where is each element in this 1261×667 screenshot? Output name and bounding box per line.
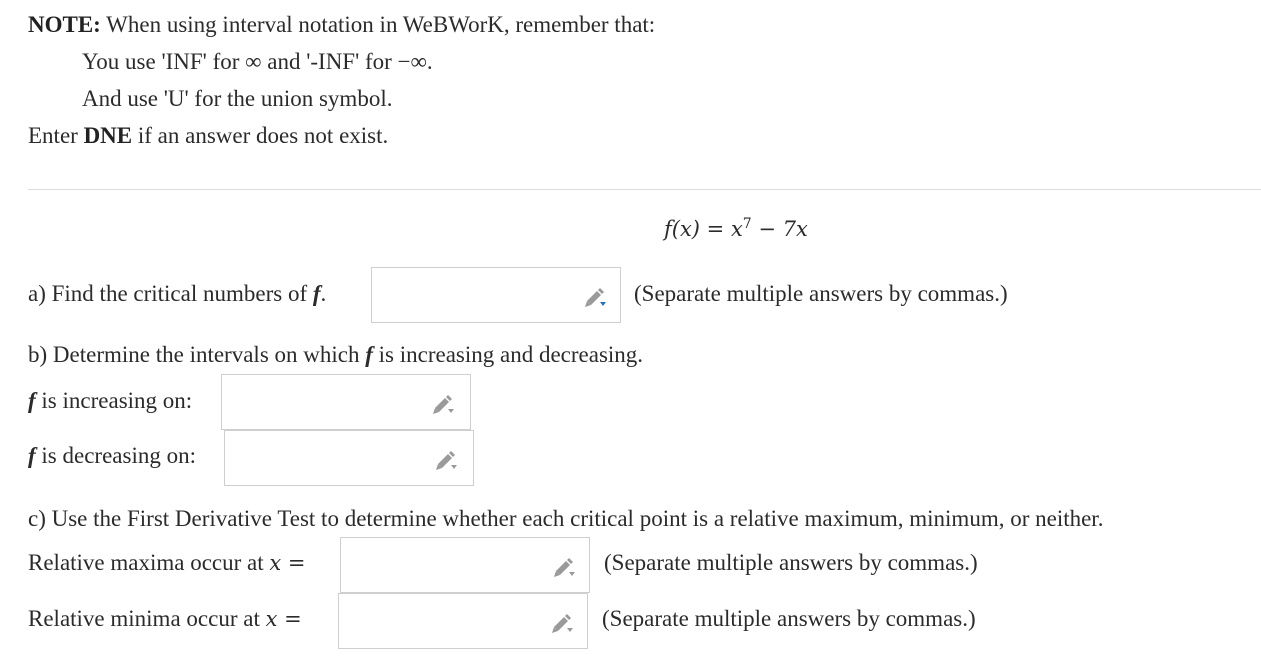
part-c-prompt: c) Use the First Derivative Test to determine whether each critical point is a relative maximum, minimum, or neither.	[28, 506, 1104, 531]
note-inf-line: You use 'INF' for ∞ and '-INF' for −∞.	[82, 49, 433, 74]
minima-text: Relative minima occur at	[28, 606, 266, 631]
part-a-suffix: .	[320, 281, 327, 306]
function-exponent: 7	[742, 216, 752, 232]
pencil-icon[interactable]	[582, 286, 608, 308]
minima-var: x	[265, 607, 278, 631]
dne-prefix: Enter	[28, 123, 84, 148]
part-b-f: f	[365, 342, 373, 367]
function-lhs: f(x) = x	[664, 217, 743, 241]
note-label: NOTE:	[28, 12, 101, 37]
critical-numbers-input[interactable]	[371, 267, 621, 323]
dne-line	[28, 123, 388, 149]
maxima-hint: (Separate multiple answers by commas.)	[604, 550, 978, 575]
pencil-icon[interactable]	[430, 393, 456, 415]
decreasing-f: f	[28, 443, 36, 468]
part-a-f: f	[312, 281, 321, 306]
relative-minima-input[interactable]	[338, 593, 588, 649]
minima-label	[28, 606, 302, 632]
increasing-label	[28, 388, 192, 414]
maxima-var: x	[269, 551, 282, 575]
part-a-prefix: a) Find the critical numbers of	[28, 281, 313, 306]
part-a-prompt	[28, 281, 326, 307]
decreasing-interval-input[interactable]	[224, 430, 474, 486]
function-equation	[664, 216, 808, 241]
note-text: When using interval notation in WeBWorK, remember that:	[100, 12, 656, 37]
maxima-eq: =	[281, 551, 306, 575]
pencil-icon[interactable]	[551, 556, 577, 578]
divider	[28, 189, 1261, 190]
part-b-prefix: b) Determine the intervals on which	[28, 342, 366, 367]
decreasing-text: is decreasing on:	[35, 443, 196, 468]
note-line	[28, 12, 655, 38]
function-rhs: − 7x	[751, 217, 808, 241]
decreasing-label	[28, 443, 196, 469]
part-b-prompt	[28, 342, 643, 368]
dne-keyword: DNE	[83, 123, 133, 148]
dne-suffix: if an answer does not exist.	[132, 123, 389, 148]
pencil-icon[interactable]	[549, 612, 575, 634]
increasing-f: f	[28, 388, 36, 413]
minima-hint: (Separate multiple answers by commas.)	[602, 606, 976, 631]
relative-maxima-input[interactable]	[340, 537, 590, 593]
maxima-label	[28, 550, 306, 576]
minima-eq: =	[277, 607, 302, 631]
note-union-line: And use 'U' for the union symbol.	[82, 86, 393, 111]
increasing-text: is increasing on:	[35, 388, 193, 413]
part-a-hint: (Separate multiple answers by commas.)	[634, 281, 1008, 306]
part-b-suffix: is increasing and decreasing.	[372, 342, 644, 367]
pencil-icon[interactable]	[433, 449, 459, 471]
increasing-interval-input[interactable]	[221, 374, 471, 430]
maxima-text: Relative maxima occur at	[28, 550, 270, 575]
